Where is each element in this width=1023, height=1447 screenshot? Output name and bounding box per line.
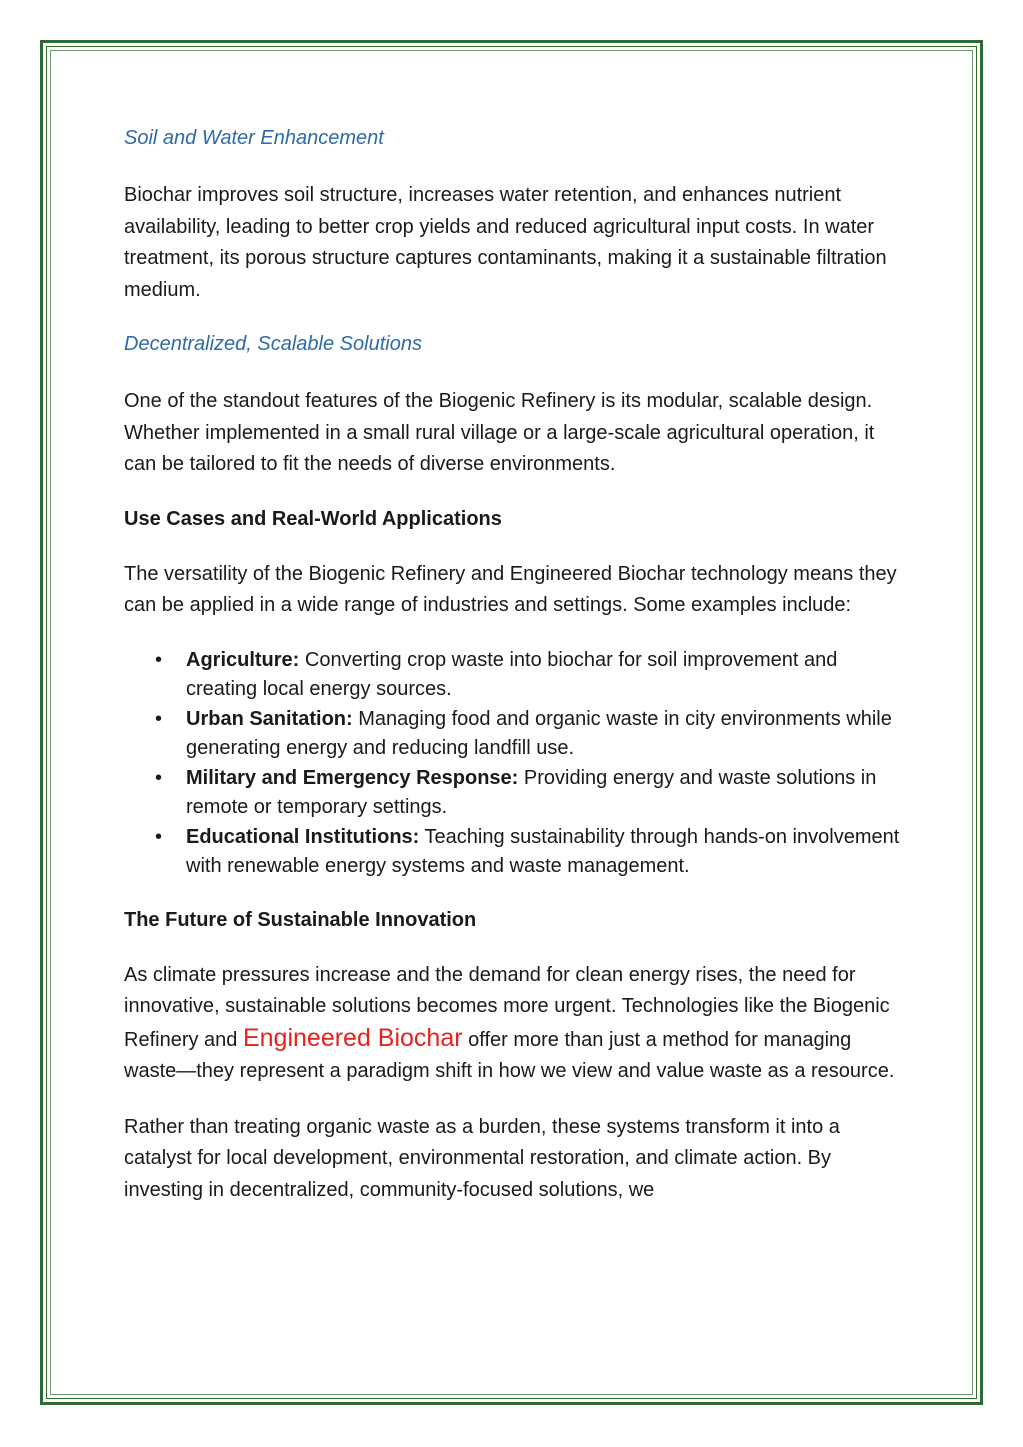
future-heading: The Future of Sustainable Innovation xyxy=(124,908,477,931)
bullet-text: Converting crop waste into biochar for soil improvement and creating local energy sources. xyxy=(186,648,838,700)
list-item-urban-sanitation xyxy=(124,705,904,764)
bullet-text: Providing energy and waste solutions in remote or temporary settings. xyxy=(186,766,877,818)
soil-water-heading: Soil and Water Enhancement xyxy=(124,127,384,149)
closing-paragraph: Rather than treating organic waste as a burden, these systems transform it into a catalyst for local development, environmental restoration, and climate action. By investing in decentralized, community-focused solutions, we xyxy=(124,1115,840,1201)
bullet-icon: • xyxy=(155,648,163,671)
decentralized-heading: Decentralized, Scalable Solutions xyxy=(124,333,422,355)
engineered-biochar-link[interactable]: Engineered Biochar xyxy=(242,1023,463,1052)
bullet-icon: • xyxy=(155,825,163,848)
decentralized-paragraph: One of the standout features of the Biogenic Refinery is its modular, scalable design. Whether implemented in a small rural village or a large-scale agricultural operation, it can be tailored to fit the needs of diverse environments. xyxy=(124,390,875,475)
bullet-label: Urban Sanitation: xyxy=(186,707,353,730)
use-cases-heading: Use Cases and Real-World Applications xyxy=(124,507,502,530)
list-item-military xyxy=(124,764,904,823)
soil-water-paragraph: Biochar improves soil structure, increases water retention, and enhances nutrient availability, leading to better crop yields and reduced agricultural input costs. In water treatment, its porous structure captures contaminants, making it a sustainable filtration medium. xyxy=(124,184,887,301)
bullet-icon: • xyxy=(155,766,163,789)
document-body xyxy=(124,124,904,1230)
use-cases-list xyxy=(124,646,904,882)
bullet-label: Military and Emergency Response: xyxy=(186,766,519,789)
bullet-label: Agriculture: xyxy=(186,648,300,671)
list-item-educational xyxy=(124,823,904,882)
future-paragraph xyxy=(124,960,904,1088)
list-item-agriculture xyxy=(124,646,904,705)
bullet-text: Teaching sustainability through hands-on involvement with renewable energy systems and waste management. xyxy=(186,825,900,877)
bullet-label: Educational Institutions: xyxy=(186,825,420,848)
bullet-text: Managing food and organic waste in city environments while generating energy and reducing landfill use. xyxy=(186,707,892,759)
future-paragraph-text-before: As climate pressures increase and the demand for clean energy rises, the need for innovative, sustainable solutions becomes more urgent. Technologies like the Biogenic Refinery and xyxy=(124,963,890,1051)
bullet-icon: • xyxy=(155,707,163,730)
future-paragraph-text-after: offer more than just a method for managing waste—they represent a paradigm shift in how we view and value waste as a resource. xyxy=(124,1028,895,1082)
use-cases-paragraph: The versatility of the Biogenic Refinery and Engineered Biochar technology means they can be applied in a wide range of industries and settings. Some examples include: xyxy=(124,562,897,616)
